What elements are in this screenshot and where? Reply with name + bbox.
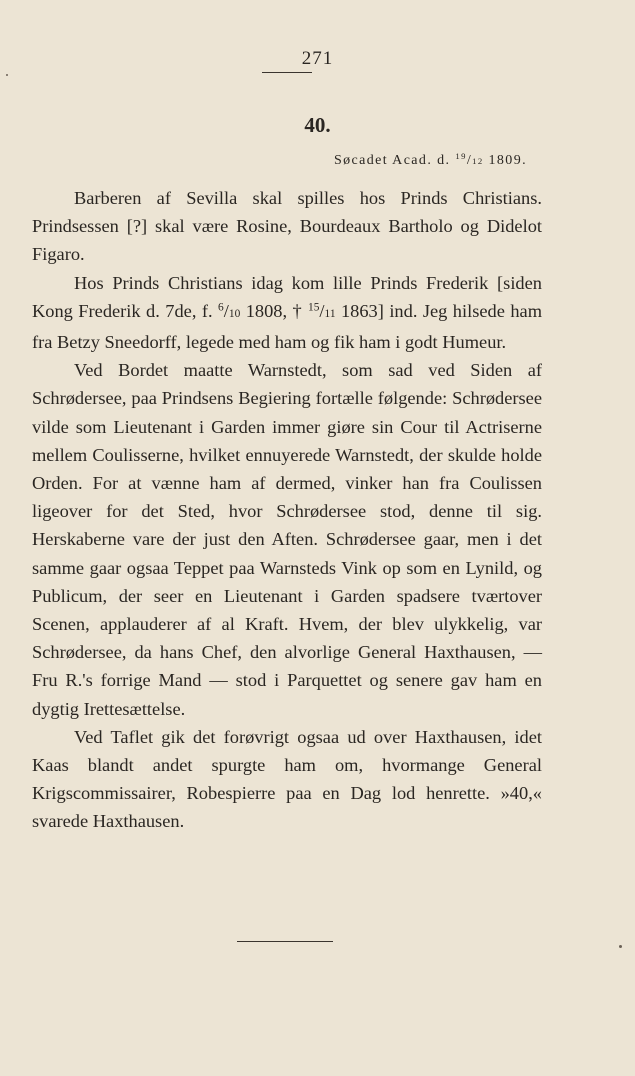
page-number: 271 bbox=[301, 48, 334, 69]
page-number-rule bbox=[262, 72, 312, 73]
paper-speck bbox=[6, 74, 8, 76]
dateline-month: 12 bbox=[472, 156, 484, 166]
dateline-year: 1809. bbox=[488, 153, 527, 168]
birth-day: 6 bbox=[218, 301, 224, 314]
paragraph-2-part-c: 1863] ind. Jeg hilsede ham fra Betzy Sneedorff, legede med ham og fik ham i godt Humeur. bbox=[32, 300, 542, 353]
paragraph-2-part-b: 1808, † bbox=[245, 300, 303, 321]
paragraph-2-part-a: Hos Prinds Christians idag kom lille Prinds Frederik [siden Kong Frederik d. 7de, f. bbox=[32, 272, 542, 321]
paragraph-3: Ved Bordet maatte Warnstedt, som sad ved Siden af Schrødersee, paa Prindsens Begiering fortælle følgende: Schrødersee vilde som Lieutenant i Garden immer giøre sin Cour til Actriserne mellem Coulisserne, hvilket ennuyerede Warnstedt, der skulde holde Orden. For at vænne ham af dermed, vinker han fra Coulissen ligeover for det Sted, hvor Schrødersee stod, denne til sig. Herskaberne vare der just den Aften. Schrødersee gaar, men i det samme gaar ogsaa Teppet paa Warnsteds Vink op som en Lynild, og Publicum, der seer en Lieutenant i Garden spadsere tværtover Scenen, applauderer af al Kraft. Hvem, der blev ulykkelig, var Schrødersee, da hans Chef, den alvorlige General Haxthausen, — Fru R.'s forrige Mand — stod i Parquettet og senere gav ham en dygtig Irettesættelse. bbox=[32, 360, 542, 719]
birth-month: 10 bbox=[228, 307, 241, 320]
closing-rule bbox=[237, 941, 333, 942]
dateline-day: 19 bbox=[455, 151, 467, 162]
dateline-place: Søcadet Acad. d. bbox=[333, 153, 451, 168]
letter-body bbox=[32, 184, 542, 836]
death-day: 15 bbox=[308, 301, 320, 314]
letter-number: 40. bbox=[304, 113, 331, 137]
paragraph-4: Ved Taflet gik det forøvrigt ogsaa ud over Haxthausen, idet Kaas blandt andet spurgte ham om, hvormange General Krigscommissairer, Robespierre paa en Dag lod henrette. »40,« svarede Haxthausen. bbox=[32, 726, 542, 832]
death-month: 11 bbox=[324, 307, 336, 320]
paragraph-2: Hos Prinds Christians idag kom lille Prinds Frederik [siden Kong Frederik d. 7de, f. $^6$/10 1808, † $^{15}$/11 1863] ind. Jeg hilsede ham fra Betzy Sneedorff, legede med ham og fik ham i godt Humeur. bbox=[32, 272, 542, 353]
paragraph-1: Barberen af Sevilla skal spilles hos Prinds Christians. Prindsessen [?] skal være Rosine, Bourdeaux Bartholo og Didelot Figaro. bbox=[32, 188, 542, 265]
dateline: Søcadet Acad. d. $^{19}$/12 1809. bbox=[333, 151, 527, 168]
paper-speck bbox=[619, 945, 622, 948]
